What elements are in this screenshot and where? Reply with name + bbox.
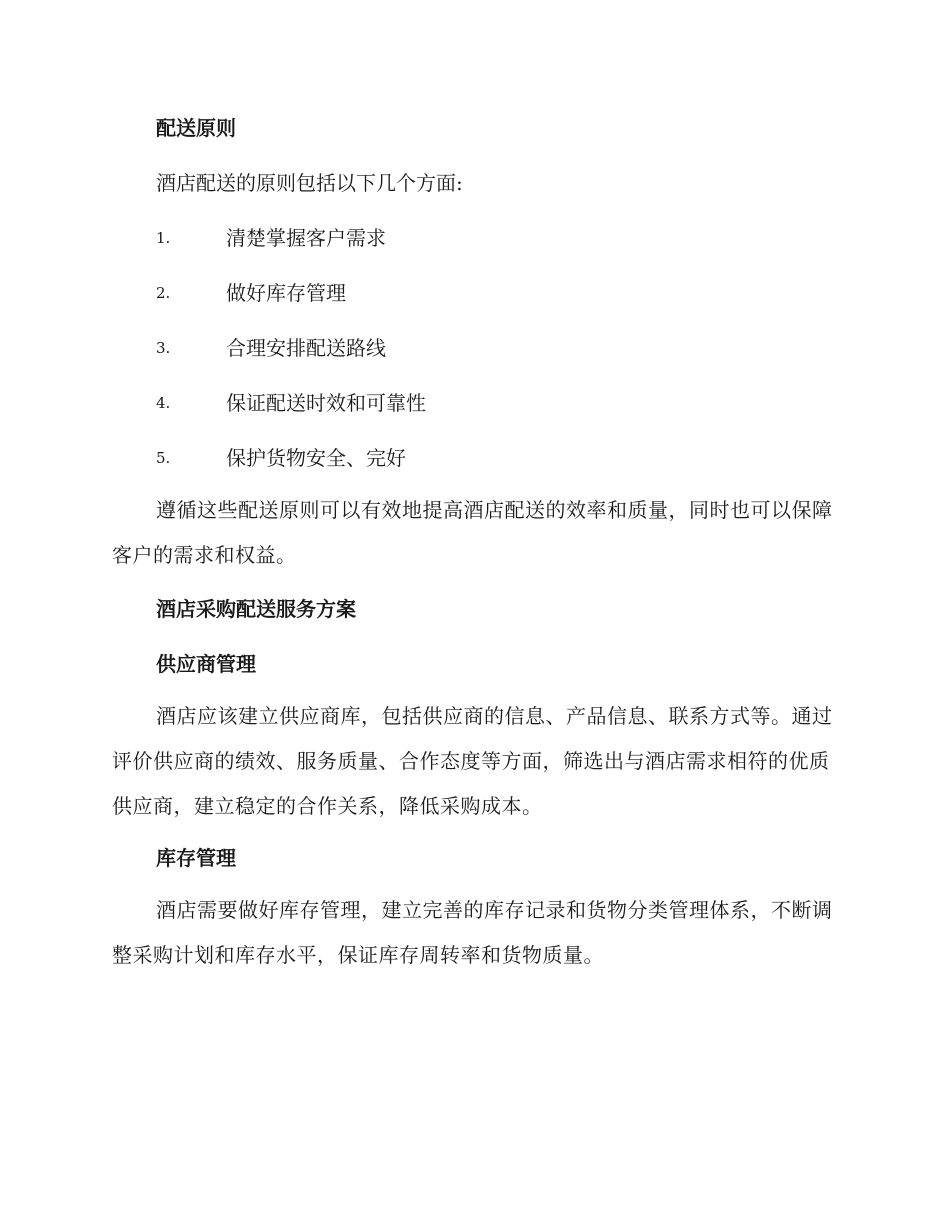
list-text: 保证配送时效和可靠性 <box>226 391 426 415</box>
list-number: 5. <box>156 449 171 467</box>
list-number: 4. <box>156 394 171 412</box>
heading-inventory-management: 库存管理 <box>156 846 236 870</box>
supplier-management-body: 酒店应该建立供应商库，包括供应商的信息、产品信息、联系方式等。通过评价供应商的绩效、服务质量、合作态度等方面，筛选出与酒店需求相符的优质供应商，建立稳定的合作关系，降低采购成本。 <box>112 704 833 818</box>
list-text: 做好库存管理 <box>226 281 346 305</box>
inventory-management-body: 酒店需要做好库存管理，建立完善的库存记录和货物分类管理体系，不断调整采购计划和库存水平，保证库存周转率和货物质量。 <box>112 898 833 967</box>
list-number: 3. <box>156 339 171 357</box>
heading-delivery-principles: 配送原则 <box>156 116 236 140</box>
principles-conclusion: 遵循这些配送原则可以有效地提高酒店配送的效率和质量，同时也可以保障客户的需求和权益。 <box>112 498 833 567</box>
list-number: 1. <box>156 229 171 247</box>
principles-intro: 酒店配送的原则包括以下几个方面: <box>156 171 463 195</box>
heading-supplier-management: 供应商管理 <box>156 652 256 676</box>
list-text: 清楚掌握客户需求 <box>226 226 386 250</box>
list-number: 2. <box>156 284 171 302</box>
list-text: 保护货物安全、完好 <box>226 446 406 470</box>
list-text: 合理安排配送路线 <box>226 336 386 360</box>
heading-procurement-plan: 酒店采购配送服务方案 <box>156 597 356 621</box>
